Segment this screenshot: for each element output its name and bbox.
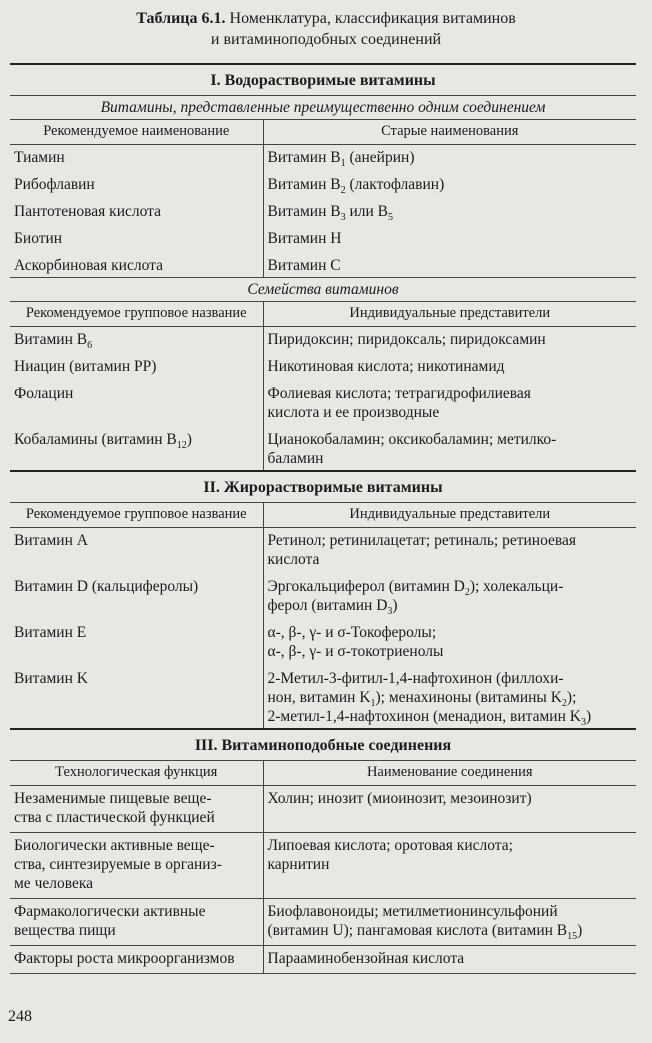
table-caption <box>0 8 652 50</box>
cell-members: 2-Метил-3-фитил-1,4-нафтохинон (филлохи- нон, витамин $K_1$); менахиноны (витамины $K_2$); 2-метил-1,4-нафтохинон (менадион, витамин $K_3$) <box>263 666 636 729</box>
table-row <box>10 172 636 199</box>
caption-label: Таблица 6.1. <box>136 10 226 27</box>
section-title-fat-soluble: II. Жирорастворимые витамины <box>10 471 636 503</box>
cell-members: Эргокальциферол (витамин $D_2$); холекальци- ферол (витамин $D_3$) <box>263 574 636 620</box>
section-title-water-soluble: I. Водорастворимые витамины <box>10 64 636 96</box>
cell-name: Тиамин <box>14 149 65 166</box>
table-row <box>10 354 636 381</box>
table-row <box>10 946 636 974</box>
table-row <box>10 620 636 666</box>
table-row <box>10 833 636 899</box>
cell-members: α-, β-, γ- и σ-Токоферолы; α-, β-, γ- и σ-токотриенолы <box>263 620 636 666</box>
cell-function: Биологически активные веще- ства, синтезируемые в организ- ме человека <box>10 833 263 899</box>
header-group-name: Рекомендуемое групповое название <box>10 302 263 327</box>
table-row <box>10 199 636 226</box>
cell-compound: Липоевая кислота; оротовая кислота; карнитин <box>263 833 636 899</box>
cell-name: Пантотеновая кислота <box>14 203 162 220</box>
cell-old-name: Витамин $B_1$ (анейрин) <box>263 145 636 173</box>
vitamin-table <box>10 63 636 974</box>
cell-group-name: Витамин $B_6$ <box>14 331 93 352</box>
cell-group-name: Витамин D (кальциферолы) <box>14 578 199 595</box>
header-technological-function: Технологическая функция <box>10 761 263 786</box>
table-row <box>10 226 636 253</box>
cell-group-name: Кобаламины (витамин $B_{12}$) <box>14 431 192 452</box>
table-row <box>10 574 636 620</box>
cell-group-name: Витамин A <box>14 532 88 549</box>
table-row <box>10 427 636 471</box>
cell-group-name: Ниацин (витамин PP) <box>14 358 157 375</box>
table-row <box>10 381 636 427</box>
cell-function: Незаменимые пищевые веще- ства с пластической функцией <box>10 786 263 833</box>
cell-old-name: Витамин $B_3$ или $B_5$ <box>263 199 636 226</box>
cell-group-name: Фолацин <box>14 385 74 402</box>
cell-members: Пиридоксин; пиридоксаль; пиридоксамин <box>263 327 636 355</box>
cell-members: Никотиновая кислота; никотинамид <box>263 354 636 381</box>
caption-line-2: и витаминоподобных соединений <box>210 31 442 48</box>
cell-function: Фармакологически активные вещества пищи <box>10 899 263 946</box>
table-row <box>10 327 636 355</box>
cell-name: Рибофлавин <box>14 176 95 193</box>
table-row <box>10 786 636 833</box>
caption-line-1 <box>0 8 652 29</box>
cell-members: Фолиевая кислота; тетрагидрофилиевая кислота и ее производные <box>263 381 636 427</box>
subtitle-single-compound: Витамины, представленные преимущественно одним соединением <box>10 96 636 120</box>
header-group-name: Рекомендуемое групповое название <box>10 503 263 528</box>
header-individual-members: Индивидуальные представители <box>263 302 636 327</box>
header-recommended-name: Рекомендуемое наименование <box>10 120 263 145</box>
header-compound-name: Наименование соединения <box>263 761 636 786</box>
cell-old-name: Витамин H <box>263 226 636 253</box>
cell-group-name: Витамин K <box>14 670 88 687</box>
cell-members: Цианокобаламин; оксикобаламин; метилко- баламин <box>263 427 636 471</box>
table-row <box>10 666 636 729</box>
header-individual-members: Индивидуальные представители <box>263 503 636 528</box>
table-row <box>10 528 636 575</box>
cell-old-name: Витамин C <box>263 253 636 278</box>
subtitle-vitamin-families: Семейства витаминов <box>10 278 636 302</box>
section-title-vitamin-like: III. Витаминоподобные соединения <box>10 729 636 761</box>
cell-old-name: Витамин $B_2$ (лактофлавин) <box>263 172 636 199</box>
table-row <box>10 899 636 946</box>
table-row <box>10 253 636 278</box>
header-old-names: Старые наименования <box>263 120 636 145</box>
cell-members: Ретинол; ретинилацетат; ретиналь; ретиноевая кислота <box>263 528 636 575</box>
cell-group-name: Витамин E <box>14 624 87 641</box>
page-number: 248 <box>8 1008 32 1025</box>
cell-function: Факторы роста микроорганизмов <box>10 946 263 974</box>
cell-compound: Парааминобензойная кислота <box>263 946 636 974</box>
cell-compound: Биофлавоноиды; метилметионинсульфоний (витамин U); пангамовая кислота (витамин $B_{15}$) <box>263 899 636 946</box>
caption-text-1: Номенклатура, классификация витаминов <box>229 10 516 27</box>
cell-name: Биотин <box>14 230 63 247</box>
cell-compound: Холин; инозит (миоинозит, мезоинозит) <box>263 786 636 833</box>
table-row <box>10 145 636 173</box>
cell-name: Аскорбиновая кислота <box>14 257 163 274</box>
